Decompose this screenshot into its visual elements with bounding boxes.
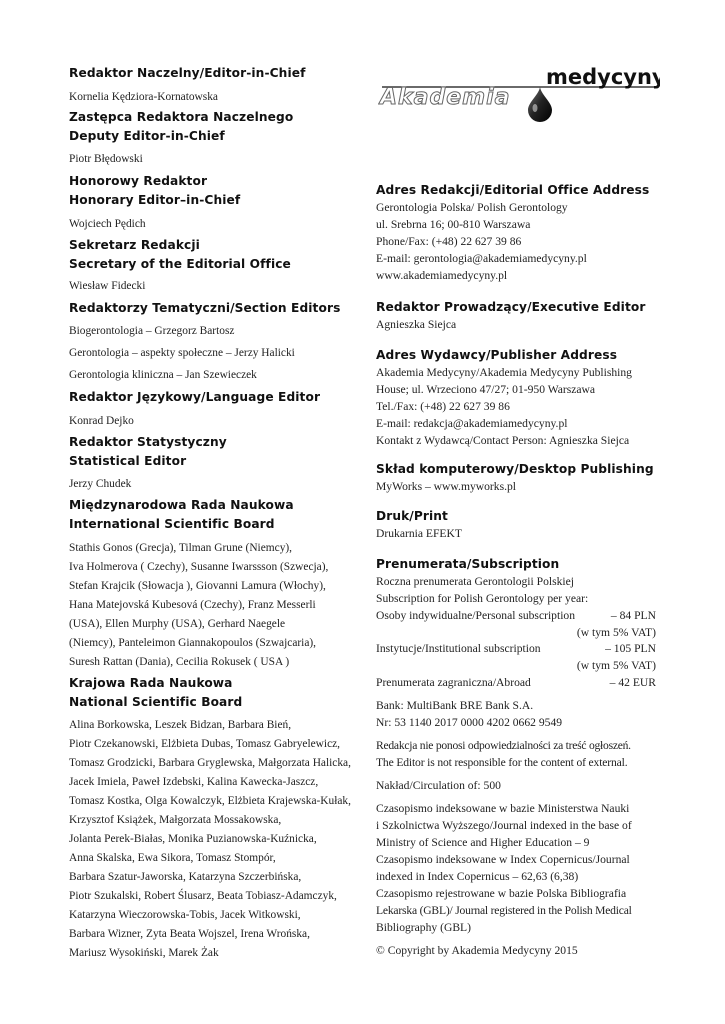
editorial-address-line: Phone/Fax: (+48) 22 627 39 86: [376, 235, 522, 248]
indexing-line: Lekarska (GBL)/ Journal registered in the Polish Medical: [376, 904, 632, 917]
akademia-medycyny-logo: [378, 64, 660, 124]
logo-word-akademia: Akademia: [380, 85, 511, 110]
name-editor-in-chief: Kornelia Kędziora-Kornatowska: [69, 91, 218, 103]
heading-print: Druk/Print: [376, 509, 448, 523]
heading-statistical-en: Statistical Editor: [69, 454, 187, 468]
heading-publisher-address: Adres Wydawcy/Publisher Address: [376, 348, 618, 362]
heading-international-en: International Scientific Board: [69, 517, 275, 531]
international-board-line: (USA), Ellen Murphy (USA), Gerhard Naegele: [69, 618, 286, 630]
abroad-label: Prenumerata zagraniczna/Abroad: [376, 676, 531, 689]
personal-vat: (w tym 5% VAT): [576, 626, 656, 639]
heading-language-editor: Redaktor Językowy/Language Editor: [69, 390, 321, 404]
heading-secretary-pl: Sekretarz Redakcji: [69, 238, 200, 252]
desktop-publishing-text: MyWorks – www.myworks.pl: [376, 480, 517, 493]
name-statistical-editor: Jerzy Chudek: [69, 478, 132, 490]
national-board-line: Mariusz Wysokiński, Marek Żak: [69, 947, 219, 959]
publisher-address-line: Akademia Medycyny/Akademia Medycyny Publishing: [376, 366, 632, 379]
national-board-line: Alina Borkowska, Leszek Bidzan, Barbara Bień,: [69, 719, 292, 731]
international-board-line: Hana Matejovská Kubesová (Czechy), Franz Messerli: [69, 599, 316, 611]
national-board-line: Jacek Imiela, Paweł Izdebski, Kalina Kawecka-Jaszcz,: [69, 776, 319, 788]
national-board-line: Tomasz Grodzicki, Barbara Gryglewska, Małgorzata Halicka,: [69, 757, 351, 769]
section-editor-item: Gerontologia – aspekty społeczne – Jerzy Halicki: [69, 347, 295, 359]
national-board-line: Katarzyna Wieczorowska-Tobis, Jacek Witkowski,: [69, 909, 301, 921]
heading-section-editors: Redaktorzy Tematyczni/Section Editors: [69, 301, 341, 315]
heading-editor-in-chief: Redaktor Naczelny/Editor-in-Chief: [69, 66, 306, 80]
national-board-line: Jolanta Perek-Białas, Monika Puzianowska-Kuźnicka,: [69, 833, 317, 845]
bank-name: Bank: MultiBank BRE Bank S.A.: [376, 699, 534, 712]
heading-editorial-address: Adres Redakcji/Editorial Office Address: [376, 183, 650, 197]
indexing-line: Bibliography (GBL): [376, 921, 471, 934]
heading-deputy-pl: Zastępca Redaktora Naczelnego: [69, 110, 294, 124]
disclaimer-en: The Editor is not responsible for the content of external.: [376, 756, 628, 769]
heading-statistical-pl: Redaktor Statystyczny: [69, 435, 227, 449]
national-board-line: Barbara Wizner, Zyta Beata Wojszel, Irena Wrońska,: [69, 928, 310, 940]
institutional-vat: (w tym 5% VAT): [576, 659, 656, 672]
national-board-line: Barbara Szatur-Jaworska, Katarzyna Szczerbińska,: [69, 871, 302, 883]
name-secretary: Wiesław Fidecki: [69, 280, 146, 292]
heading-secretary-en: Secretary of the Editorial Office: [69, 257, 291, 271]
logo-graphic: [378, 64, 660, 124]
indexing-line: i Szkolnictwa Wyższego/Journal indexed in the base of: [376, 819, 632, 832]
personal-price: – 84 PLN: [610, 609, 656, 622]
heading-desktop-publishing: Skład komputerowy/Desktop Publishing: [376, 462, 654, 476]
circulation-text: Nakład/Circulation of: 500: [376, 779, 501, 792]
heading-national-pl: Krajowa Rada Naukowa: [69, 676, 233, 690]
national-board-line: Anna Skalska, Ewa Sikora, Tomasz Stompór,: [69, 852, 276, 864]
print-text: Drukarnia EFEKT: [376, 527, 462, 540]
national-board-line: Piotr Czekanowski, Elżbieta Dubas, Tomasz Gabryelewicz,: [69, 738, 341, 750]
editorial-website-link[interactable]: www.akademiamedycyny.pl: [376, 269, 508, 282]
name-deputy: Piotr Błędowski: [69, 153, 143, 165]
editorial-address-line: Gerontologia Polska/ Polish Gerontology: [376, 201, 568, 214]
editorial-address-line: ul. Srebrna 16; 00-810 Warszawa: [376, 218, 531, 231]
section-editor-item: Biogerontologia – Grzegorz Bartosz: [69, 325, 235, 337]
subscription-intro-pl: Roczna prenumerata Gerontologii Polskiej: [376, 575, 575, 588]
name-honorary: Wojciech Pędich: [69, 218, 146, 230]
publisher-email-link[interactable]: E-mail: redakcja@akademiamedycyny.pl: [376, 417, 568, 430]
international-board-line: (Niemcy), Panteleimon Giannakopoulos (Szwajcaria),: [69, 637, 317, 649]
copyright-text: © Copyright by Akademia Medycyny 2015: [376, 944, 578, 957]
indexing-line: Czasopismo rejestrowane w bazie Polska Bibliografia: [376, 887, 627, 900]
national-board-line: Tomasz Kostka, Olga Kowalczyk, Elżbieta Krajewska-Kułak,: [69, 795, 351, 807]
subscription-intro-en: Subscription for Polish Gerontology per year:: [376, 592, 589, 605]
publisher-contact-line: Kontakt z Wydawcą/Contact Person: Agnieszka Siejca: [376, 434, 630, 447]
heading-international-pl: Międzynarodowa Rada Naukowa: [69, 498, 294, 512]
international-board-line: Suresh Rattan (Dania), Cecilia Rokusek ( USA ): [69, 656, 290, 668]
name-language-editor: Konrad Dejko: [69, 415, 134, 427]
international-board-line: Stathis Gonos (Grecja), Tilman Grune (Niemcy),: [69, 542, 293, 554]
indexing-line: indexed in Index Copernicus – 62,63 (6,38): [376, 870, 579, 883]
institutional-price: – 105 PLN: [605, 642, 656, 655]
publisher-address-line: House; ul. Wrzeciono 47/27; 01-950 Warszawa: [376, 383, 596, 396]
personal-label: Osoby indywidualne/Personal subscription: [376, 609, 576, 622]
abroad-price: – 42 EUR: [609, 676, 656, 689]
national-board-line: Krzysztof Książek, Małgorzata Mossakowska,: [69, 814, 282, 826]
heading-executive-editor: Redaktor Prowadzący/Executive Editor: [376, 300, 646, 314]
indexing-line: Czasopismo indeksowane w Index Copernicus/Journal: [376, 853, 630, 866]
section-editor-item: Gerontologia kliniczna – Jan Szewieczek: [69, 369, 257, 381]
disclaimer-pl: Redakcja nie ponosi odpowiedzialności za treść ogłoszeń.: [376, 739, 631, 752]
name-executive-editor: Agnieszka Siejca: [376, 318, 457, 331]
heading-national-en: National Scientific Board: [69, 695, 243, 709]
heading-honorary-en: Honorary Editor–in-Chief: [69, 193, 241, 207]
drop-highlight: [533, 104, 538, 112]
national-board-line: Piotr Szukalski, Robert Ślusarz, Beata Tobiasz-Adamczyk,: [69, 890, 337, 902]
heading-honorary-pl: Honorowy Redaktor: [69, 174, 208, 188]
institutional-label: Instytucje/Institutional subscription: [376, 642, 541, 655]
heading-deputy-en: Deputy Editor-in-Chief: [69, 129, 225, 143]
heading-subscription: Prenumerata/Subscription: [376, 557, 560, 571]
editorial-email-link[interactable]: E-mail: gerontologia@akademiamedycyny.pl: [376, 252, 587, 265]
logo-word-medycyny: medycyny: [546, 65, 660, 89]
international-board-line: Stefan Krajcik (Słowacja ), Giovanni Lamura (Włochy),: [69, 580, 326, 592]
bank-account-number: Nr: 53 1140 2017 0000 4202 0662 9549: [376, 716, 563, 729]
indexing-line: Czasopismo indeksowane w bazie Ministerstwa Nauki: [376, 802, 630, 815]
drop-icon: [528, 86, 552, 122]
indexing-line: Ministry of Science and Higher Education – 9: [376, 836, 590, 849]
publisher-address-line: Tel./Fax: (+48) 22 627 39 86: [376, 400, 510, 413]
international-board-line: Iva Holmerova ( Czechy), Susanne Iwarssson (Szwecja),: [69, 561, 329, 573]
